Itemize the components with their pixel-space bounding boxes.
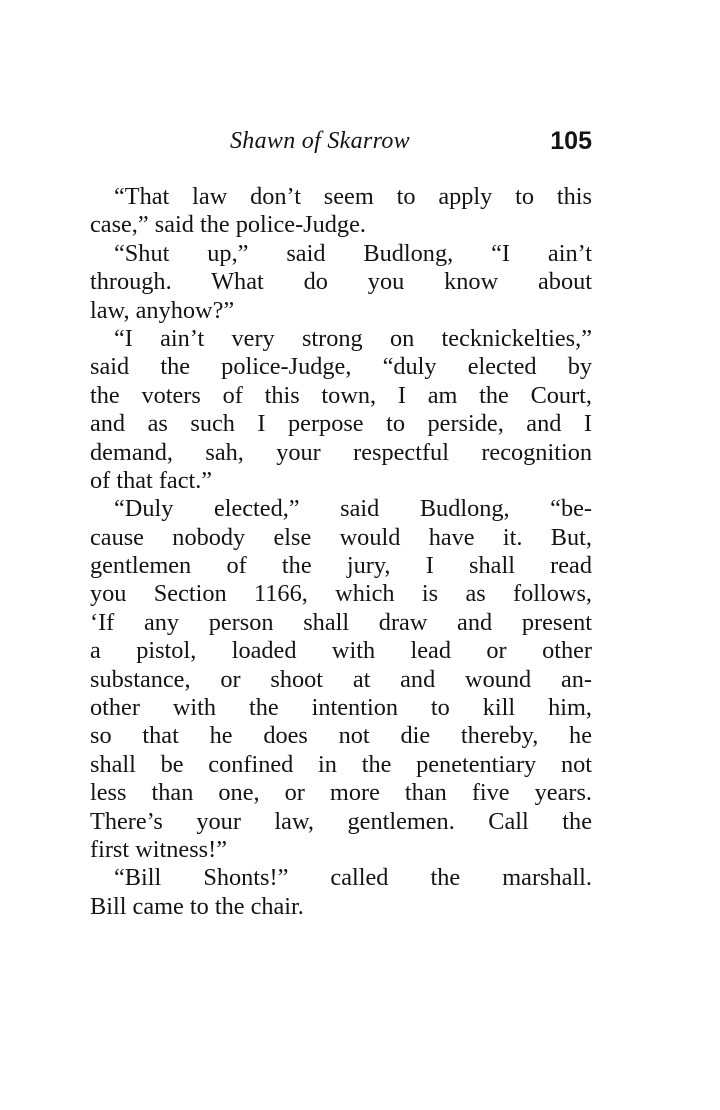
text-line: you Section 1166, which is as follows, [90,580,592,608]
text-line: substance, or shoot at and wound an- [90,665,592,693]
text-line: “I ain’t very strong on tecknickelties,” [114,324,592,352]
text-line: less than one, or more than five years. [90,779,592,807]
text-line: cause nobody else would have it. But, [90,523,592,551]
text-line: the voters of this town, I am the Court, [90,381,592,409]
text-line: first witness!” [90,835,227,863]
text-line: and as such I perpose to perside, and I [90,410,592,438]
text-line: gentlemen of the jury, I shall read [90,552,592,580]
text-line: Bill came to the chair. [90,892,304,920]
text-line: law, anyhow?” [90,296,235,324]
text-line: “Duly elected,” said Budlong, “be- [114,495,592,523]
text-line: “That law don’t seem to apply to this [114,183,592,210]
text-line: a pistol, loaded with lead or other [90,637,592,665]
text-line: so that he does not die thereby, he [90,722,592,750]
text-line: ‘If any person shall draw and present [90,608,592,636]
book-page [90,0,592,1110]
text-line: “Bill Shonts!” called the marshall. [114,864,592,892]
running-title: Shawn of Skarrow [230,128,410,154]
page-number: 105 [550,127,592,155]
running-head [90,124,592,160]
text-line: through. What do you know about [90,268,592,296]
text-line: There’s your law, gentlemen. Call the [90,807,592,835]
text-line: case,” said the police-Judge. [90,211,366,239]
text-line: demand, sah, your respectful recognition [90,438,592,466]
text-line: other with the intention to kill him, [90,694,592,722]
text-line: “Shut up,” said Budlong, “I ain’t [114,239,592,267]
text-line: of that fact.” [90,466,213,494]
text-line: said the police-Judge, “duly elected by [90,353,592,381]
body-text [90,183,592,921]
text-line: shall be confined in the penetentiary not [90,750,592,778]
